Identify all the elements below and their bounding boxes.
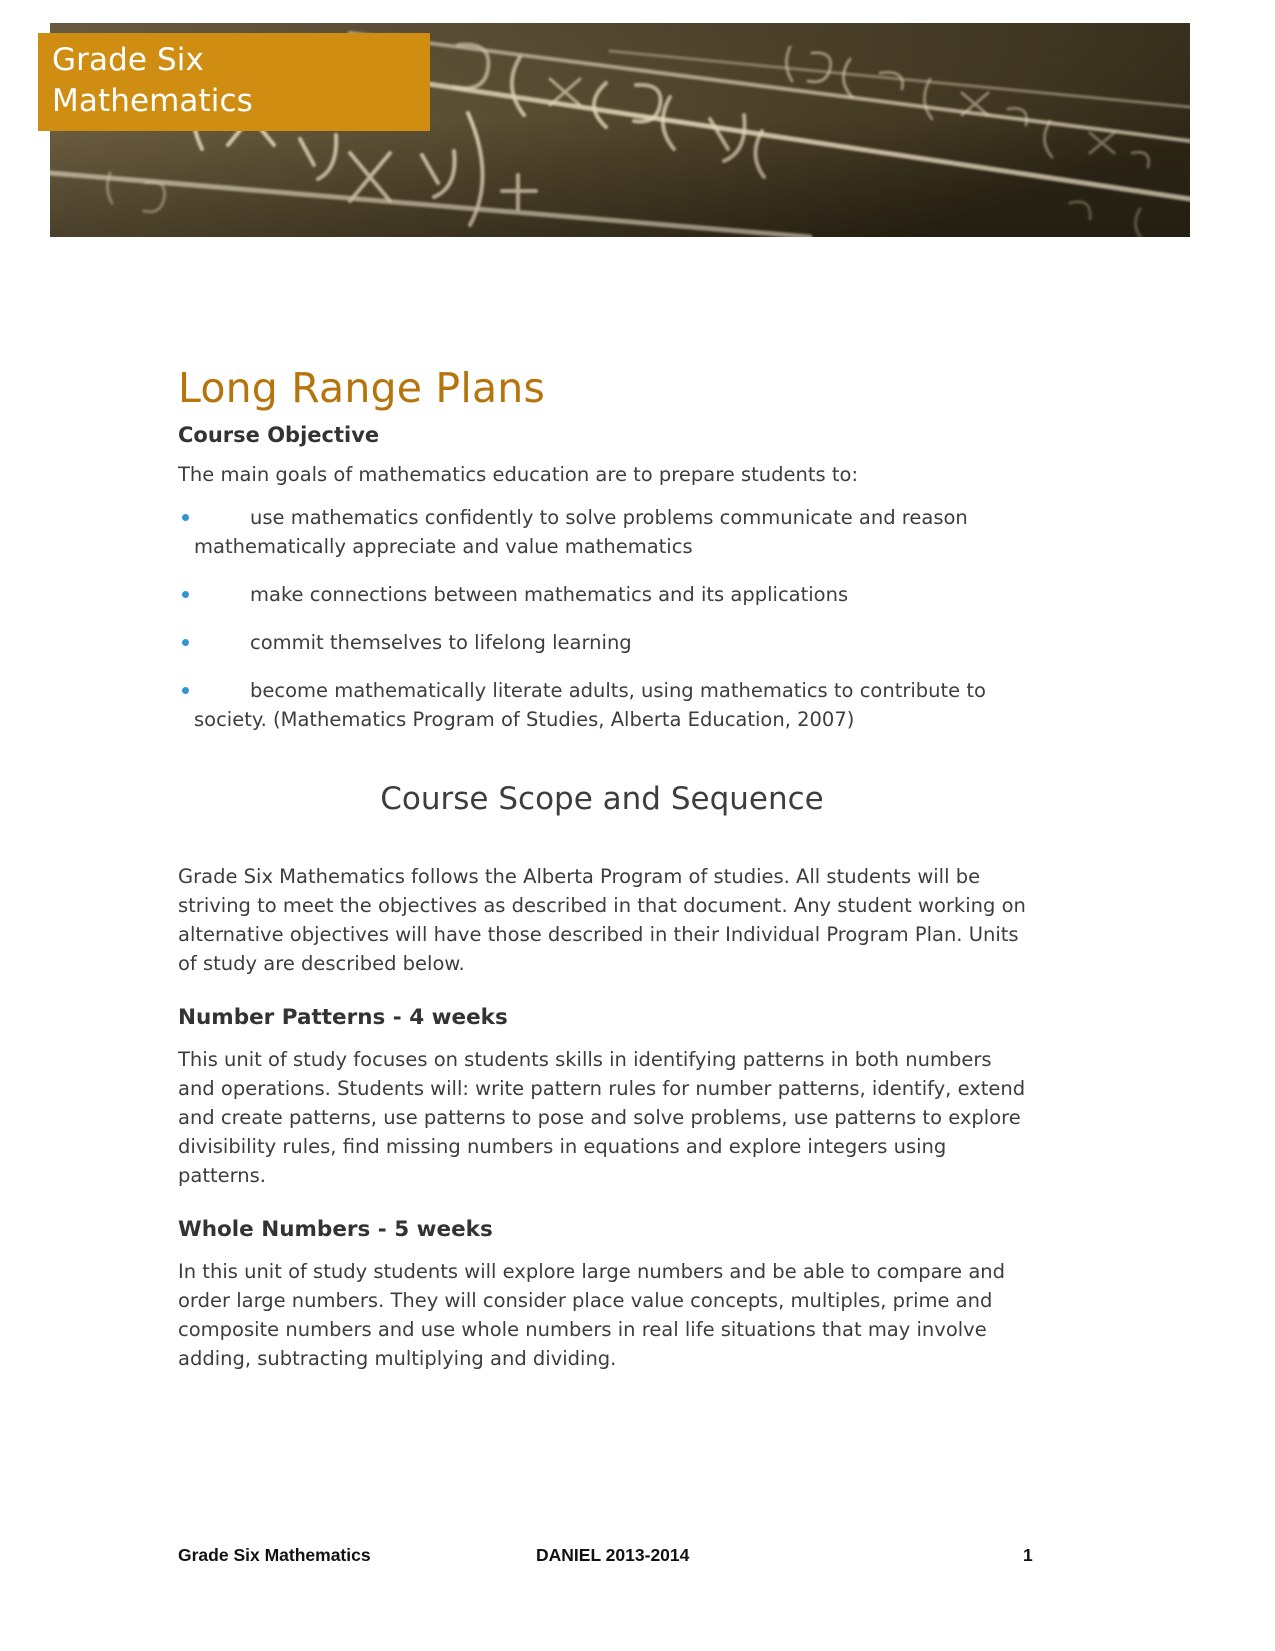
course-scope-intro: Grade Six Mathematics follows the Alberta Program of studies. All students will be striving to meet the objectives as described in that document. Any student working on alternative objectives will have those described in their Individual Program Plan. Units of study are described below. [178, 865, 1026, 975]
footer-center-text: DANIEL 2013-2014 [536, 1545, 690, 1565]
document-header [50, 23, 1190, 237]
footer-page-number: 1 [1023, 1545, 1033, 1565]
list-item [178, 503, 1026, 561]
header-title-banner [38, 33, 430, 131]
unit-body-whole-numbers: In this unit of study students will explore large numbers and be able to compare and order large numbers. They will consider place value concepts, multiples, prime and composite numbers and use whole numbers in real life situations that may involve adding, subtracting multiplying and dividing. [178, 1260, 1006, 1370]
document-body [178, 362, 1026, 1395]
course-objective-intro: The main goals of mathematics education are to prepare students to: [178, 463, 859, 486]
course-scope-heading: Course Scope and Sequence [380, 781, 824, 817]
goal-text: make connections between mathematics and its applications [250, 583, 849, 606]
bullet-dot-icon [182, 639, 189, 646]
unit-body-number-patterns: This unit of study focuses on students skills in identifying patterns in both numbers and operations. Students will: write pattern rules for number patterns, identify, extend and create patterns, use patterns to pose and solve problems, use patterns to explore divisibility rules, find missing numbers in equations and explore integers using patterns. [178, 1048, 1026, 1187]
list-item [178, 676, 1026, 734]
goal-text: use mathematics confidently to solve problems communicate and reason mathematically appreciate and value mathematics [194, 506, 968, 558]
course-objective-heading: Course Objective [178, 423, 380, 447]
page-title: Long Range Plans [178, 364, 546, 412]
unit-heading-number-patterns: Number Patterns - 4 weeks [178, 1005, 508, 1030]
goal-text: become mathematically literate adults, using mathematics to contribute to society. (Mathematics Program of Studies, Alberta Education, 2007) [194, 679, 986, 731]
course-scope-section [178, 862, 1026, 1373]
footer-left-text: Grade Six Mathematics [178, 1545, 371, 1565]
bullet-dot-icon [182, 591, 189, 598]
bullet-dot-icon [182, 687, 189, 694]
goal-text: commit themselves to lifelong learning [250, 631, 632, 654]
header-title-line-2: Mathematics [52, 83, 253, 119]
list-item [178, 580, 1026, 609]
course-goals-list [178, 503, 1026, 734]
header-title-line-1: Grade Six [52, 42, 204, 78]
bullet-dot-icon [182, 514, 189, 521]
unit-heading-whole-numbers: Whole Numbers - 5 weeks [178, 1217, 493, 1242]
list-item [178, 628, 1026, 657]
